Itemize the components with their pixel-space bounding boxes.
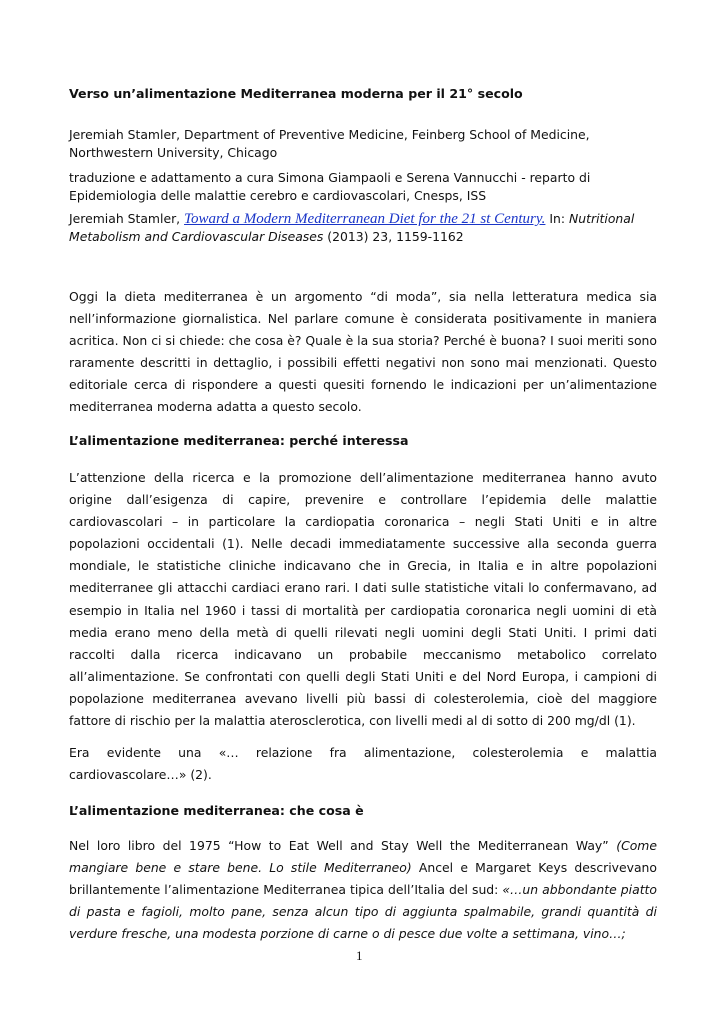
citation-details: (2013) 23, 1159-1162: [323, 229, 464, 244]
citation-link[interactable]: Toward a Modern Mediterranean Diet for the 21 st Century.: [184, 211, 546, 227]
author-line: Jeremiah Stamler, Department of Preventive Medicine, Feinberg School of Medicine, Northwestern University, Chicago: [69, 127, 590, 160]
intro-paragraph: Oggi la dieta mediterranea è un argomento “di moda”, sia nella letteratura medica sia nell’informazione giornalistica. Nel parlare comune è considerata positivamente in maniera acritica. Non ci si chiede: che cosa è? Quale è la sua storia? Perché è buona? I suoi meriti sono raramente descritti in dettaglio, i possibili effetti negativi non sono mai menzionati. Questo editoriale cerca di rispondere a questi quesiti fornendo le indicazioni per un’alimentazione mediterranea moderna adatta a questo secolo.: [69, 289, 657, 415]
section-why-paragraph-2: Era evidente una «… relazione fra alimentazione, colesterolemia e malattia cardiovascolare…» (2).: [69, 745, 657, 783]
section-heading-what: L’alimentazione mediterranea: che cosa è: [69, 803, 364, 818]
section-heading-why: L’alimentazione mediterranea: perché interessa: [69, 433, 409, 448]
page-number: 1: [356, 948, 363, 963]
section-what-text-1: Nel loro libro del 1975 “How to Eat Well and Stay Well the Mediterranean Way”: [69, 838, 617, 853]
section-what-italic-2: «…un abbondante piatto di pasta e fagioli, molto pane, senza alcun tipo di aggiunta spalmabile, grandi quantità di verdure fresche, una modesta porzione di carne o di pesce due volte a settimana, vino…;: [69, 882, 657, 942]
citation-in-label: In:: [545, 211, 569, 226]
section-what-italic-1: (Come mangiare bene e stare bene. Lo stile Mediterraneo): [69, 838, 657, 876]
document-title: Verso un’alimentazione Mediterranea moderna per il 21° secolo: [69, 86, 523, 101]
author-affiliation: [69, 126, 657, 162]
section-why-paragraph-1: L’attenzione della ricerca e la promozione dell’alimentazione mediterranea hanno avuto origine dall’esigenza di capire, prevenire e controllare l’epidemia delle malattie cardiovascolari – in particolare la cardiopatia coronarica – negli Stati Uniti e in altre popolazioni occidentali (1). Nelle decadi immediatamente successive alla seconda guerra mondiale, le statistiche cliniche indicavano che in Grecia, in Italia e in altre popolazioni mediterranee gli attacchi cardiaci erano rari. I dati sulle statistiche vitali lo confermavano, ad esempio in Italia nel 1960 i tassi di mortalità per cardiopatia coronarica negli uomini di età media erano meno della metà di quelli rilevati negli uomini degli Stati Uniti. I primi dati raccolti dalla ricerca indicavano un probabile meccanismo metabolico correlato all’alimentazione. Se confrontati con quelli degli Stati Uniti e del Nord Europa, i campioni di popolazione mediterranea avevano livelli più bassi di colesterolemia, cioè del maggiore fattore di rischio per la malattia aterosclerotica, con livelli medi al di sotto di 200 mg/dl (1).: [69, 470, 657, 729]
citation-journal: Nutritional Metabolism and Cardiovascular Diseases: [69, 211, 635, 244]
translation-credit: [69, 169, 657, 205]
section-what-paragraph: [69, 835, 657, 945]
translation-line: traduzione e adattamento a cura Simona Giampaoli e Serena Vannucchi - reparto di Epidemiologia delle malattie cerebro e cardiovascolari, Cnesps, ISS: [69, 170, 591, 203]
citation: [69, 210, 657, 246]
section-what-text-2: Ancel e Margaret Keys descrivevano brillantemente l’alimentazione Mediterranea tipica dell’Italia del sud:: [69, 860, 657, 898]
citation-author: Jeremiah Stamler,: [69, 211, 185, 226]
